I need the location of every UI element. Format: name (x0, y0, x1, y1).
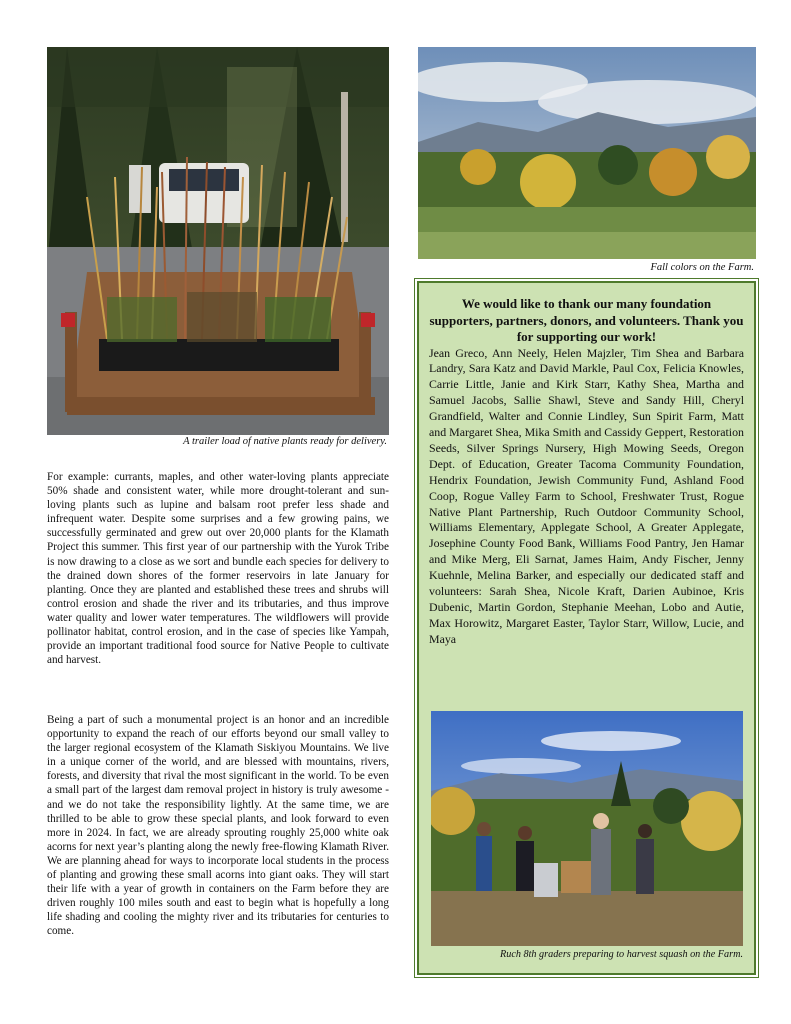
article-paragraph-1: For example: currants, maples, and other water-loving plants appreciate 50% shade and consistent water, while more drought-tolerant and sun-loving plants such as lupine and balsam root prefer less shade and infrequent water. Despite some surprises and a few growing pains, we successfully germinated and grew out over 20,000 plants for the Klamath Project this summer. This first year of our partnership with the Yurok Tribe is now drawing to a close as we sort and bundle each species for delivery to the drained down shores of the former reservoirs in late January for planting. Once they are planted and established these trees and shrubs will control erosion and shade the river and its tributaries, and thus improve water quality and lower water temperatures. The wildflowers will provide pollinator habitat, control erosion, and in the case of species like Yampah, provide an important traditional food source for Native People to cultivate and harvest. (47, 471, 389, 667)
farm-photo (418, 47, 756, 259)
thank-you-box (417, 281, 756, 975)
farm-photo-caption: Fall colors on the Farm. (650, 262, 754, 273)
thank-you-heading: We would like to thank our many foundation supporters, partners, donors, and volunteers. Thank you for supporting our work! (429, 296, 744, 344)
students-photo (431, 711, 743, 946)
trailer-photo-caption: A trailer load of native plants ready for delivery. (183, 436, 387, 447)
supporters-list: Jean Greco, Ann Neely, Helen Majzler, Tim Shea and Barbara Landry, Sara Katz and David Markle, Paul Cox, Felicia Knowles, Carrie Little, Janie and Kirk Starr, Kathy Shea, Martha and Samuel Jacobs, Sallie Shawl, Steve and Sandy Hill, Cheryl Grandfield, Walter and Connie Lindley, Sun Spirit Farm, Matt and Margaret Shea, Mika Smith and Cassidy Geppert, Restoration Seeds, Silver Springs Nursery, High Mowing Seeds, Oregon Dept. of Education, Greater Tacoma Community Foundation, Hendrix Foundation, Jewish Community Fund, Ashland Food Coop, Rogue Valley Farm to School, Freshwater Trust, Rogue Native Plant Partnership, Ruch Outdoor Community School, Williams Elementary, Applegate School, A Greater Applegate, Josephine County Food Bank, Williams Food Pantry, Jen Hamar and Mike Merg, Eli Sarnat, James Haim, Andy Fischer, Jenny Kuehnle, Melina Barker, and especially our dedicated staff and volunteers: Sarah Shea, Nicole Kraft, Darien Aubinoe, Kris Dubenic, Martin Gordon, Stephanie Meehan, Lobo and Autie, Max Horowitz, Margaret Easter, Taylor Starr, Willow, Lucie, and Maya (429, 345, 744, 646)
article-paragraph-2: Being a part of such a monumental project is an honor and an incredible opportunity to expand the reach of our efforts beyond our small valley to the larger regional ecosystem of the Klamath Siskiyou Mountains. We live in a unique corner of the world, and are blessed with mountains, rivers, forests, and diversity that rival the most significant in the world. To be even a small part of the largest dam removal project in history is truly awesome - and we do not take the responsibility lightly. At the same time, we are thrilled to be able to grow these special plants, and look forward to even more in 2024. In fact, we are already sprouting roughly 25,000 white oak acorns for next year’s planting along the newly free-flowing Klamath River. We are planning ahead for ways to incorporate local students in the process of planting and growing these small acorns into giant oaks. They will start their life with a year of growth in containers on the Farm before they are driven roughly 100 miles south and east to begin what is hopefully a long life shading and cooling the mighty river and its tributaries for centuries to come. (47, 714, 389, 938)
trailer-photo (47, 47, 389, 435)
students-photo-caption: Ruch 8th graders preparing to harvest squash on the Farm. (500, 949, 743, 960)
